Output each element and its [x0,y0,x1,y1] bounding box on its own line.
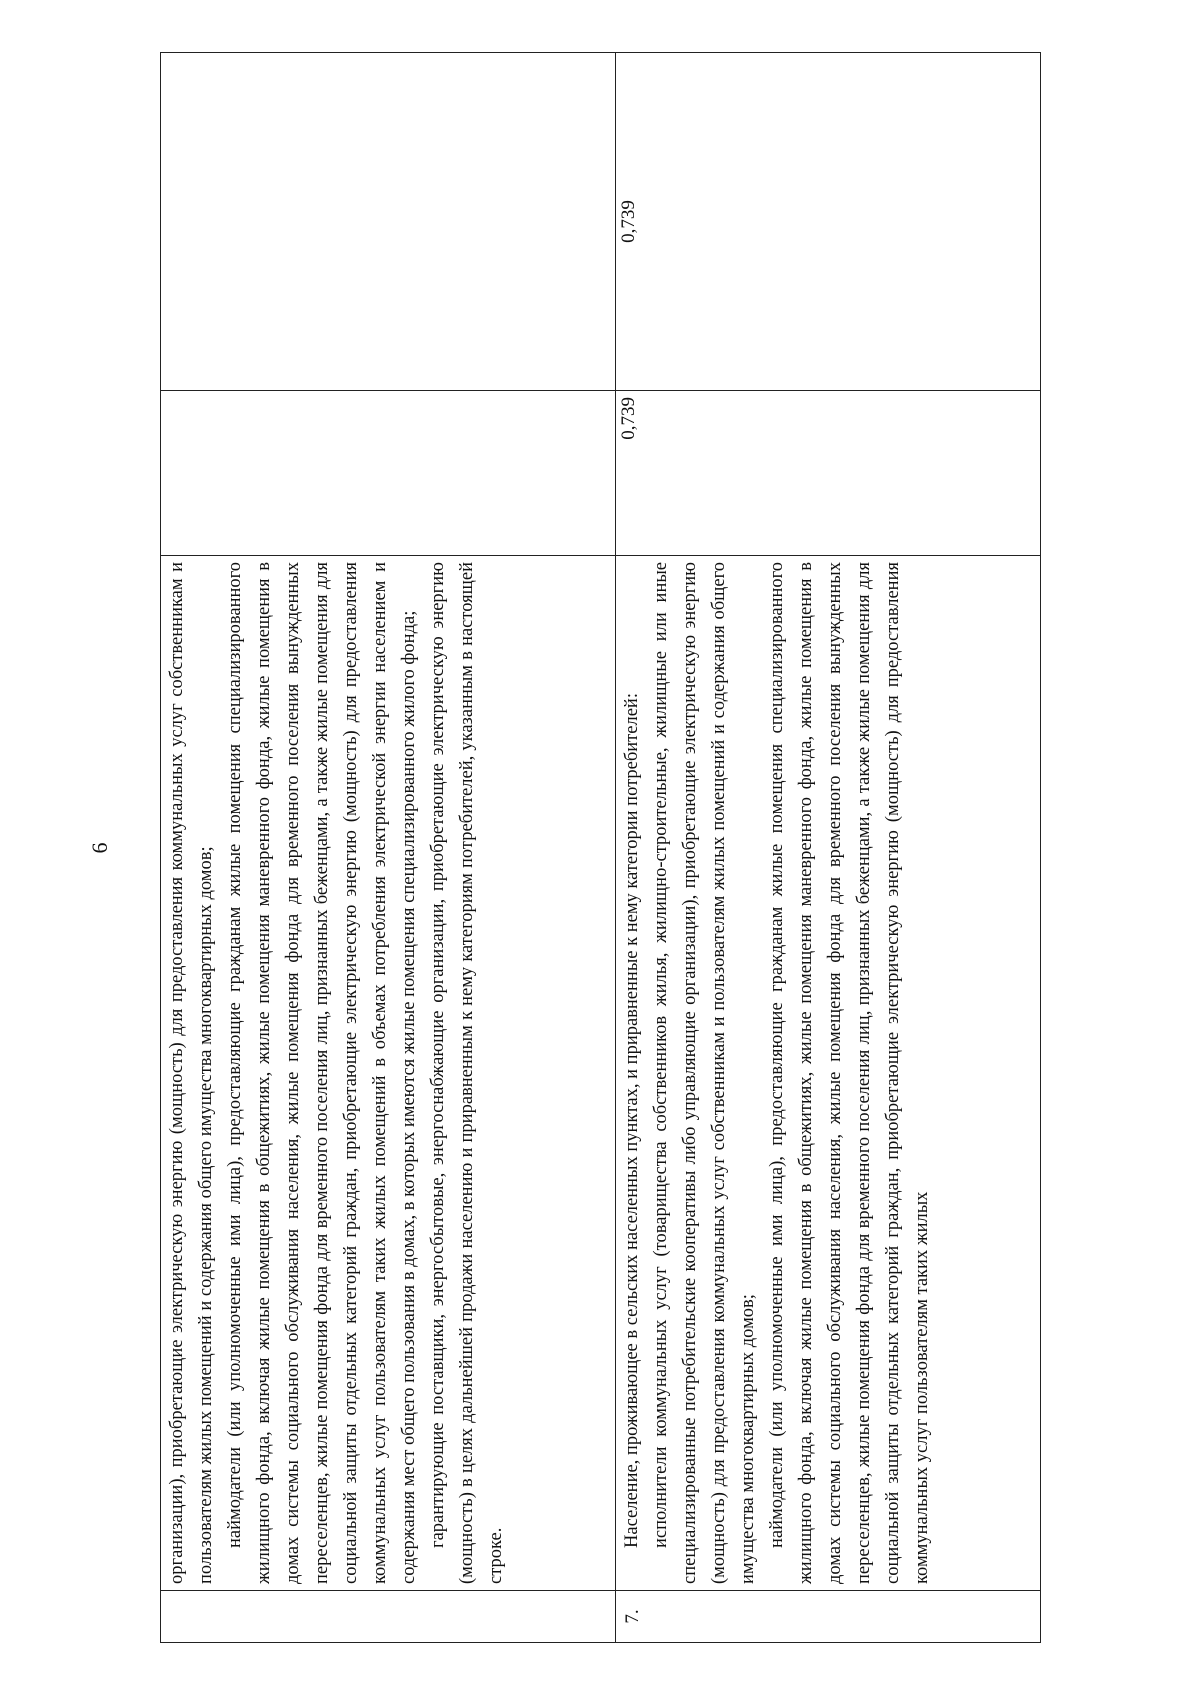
table-row [161,53,616,1643]
value-2: 0,739 [618,200,639,243]
value-cell-2 [161,53,616,391]
paragraph: организации), приобретающие электрическую энергию (мощность) для предоставления коммунальных услуг собственникам и пользователям жилых помещений и содержания общего имущества многоквартирных домов; [167,562,216,1584]
row-number-cell [161,1591,616,1643]
row-number-cell [616,1591,1041,1643]
row-number: 7. [622,1609,643,1624]
page-number: 6 [87,842,112,854]
paragraph: наймодатели (или уполномоченные ими лица), предоставляющие гражданам жилые помещения специализированного жилищного фонда, включая жилые помещения в общежитиях, жилые помещения маневренного фонда, жилые помещения в домах системы социального обслуживания населения, жилые помещения фонда для временного поселения вынужденных переселенцев, жилые помещения фонда для временного поселения лиц, признанных беженцами, а также жилые помещения для социальной защиты отдельных категорий граждан, приобретающие электрическую энергию (мощность) для предоставления коммунальных услуг пользователям таких жилых [767,562,932,1584]
description-cell [616,556,1041,1591]
rotated-table-container [160,53,1040,1643]
description-text [161,556,511,1590]
tariff-table [160,52,1041,1643]
value-1 [161,391,245,555]
row-number [161,1591,167,1642]
value-cell-1 [616,391,1041,556]
paragraph: наймодатели (или уполномоченные ими лица), предоставляющие гражданам жилые помещения специализированного жилищного фонда, включая жилые помещения в общежитиях, жилые помещения маневренного фонда, жилые помещения в домах системы социального обслуживания населения, жилые помещения фонда для временного поселения вынужденных переселенцев, жилые помещения фонда для временного поселения лиц, признанных беженцами, а также жилые помещения для социальной защиты отдельных категорий граждан, приобретающие электрическую энергию (мощность) для предоставления коммунальных услуг пользователям таких жилых помещений в объемах потребления электрической энергии населением и содержания мест общего пользования в домах, в которых имеются жилые помещения специализированного жилого фонда; [225,562,419,1584]
paragraph: гарантирующие поставщики, энергосбытовые, энергоснабжающие организации, приобретающие электрическую энергию (мощность) в целях дальнейшей продажи населению и приравненным к нему категориям потребителей, указанным в настоящей строке. [428,562,506,1584]
value-1: 0,739 [618,397,639,440]
value-cell-1 [161,391,616,556]
table-row [616,53,1041,1643]
paragraph: исполнители коммунальных услуг (товарищества собственников жилья, жилищно-строительные, жилищные или иные специализированные потребительские кооперативы либо управляющие организации), приобретающие электрическую энергию (мощность) для предоставления коммунальных услуг собственникам и пользователям жилых помещений и содержания общего имущества многоквартирных домов; [651,562,758,1584]
paragraph: Население, проживающее в сельских населенных пунктах, и приравненные к нему категории потребителей: [622,693,642,1548]
value-2 [161,53,245,390]
description-text [616,556,937,1590]
description-cell [161,556,616,1591]
description-clip [616,556,1040,1590]
value-cell-2 [616,53,1041,391]
